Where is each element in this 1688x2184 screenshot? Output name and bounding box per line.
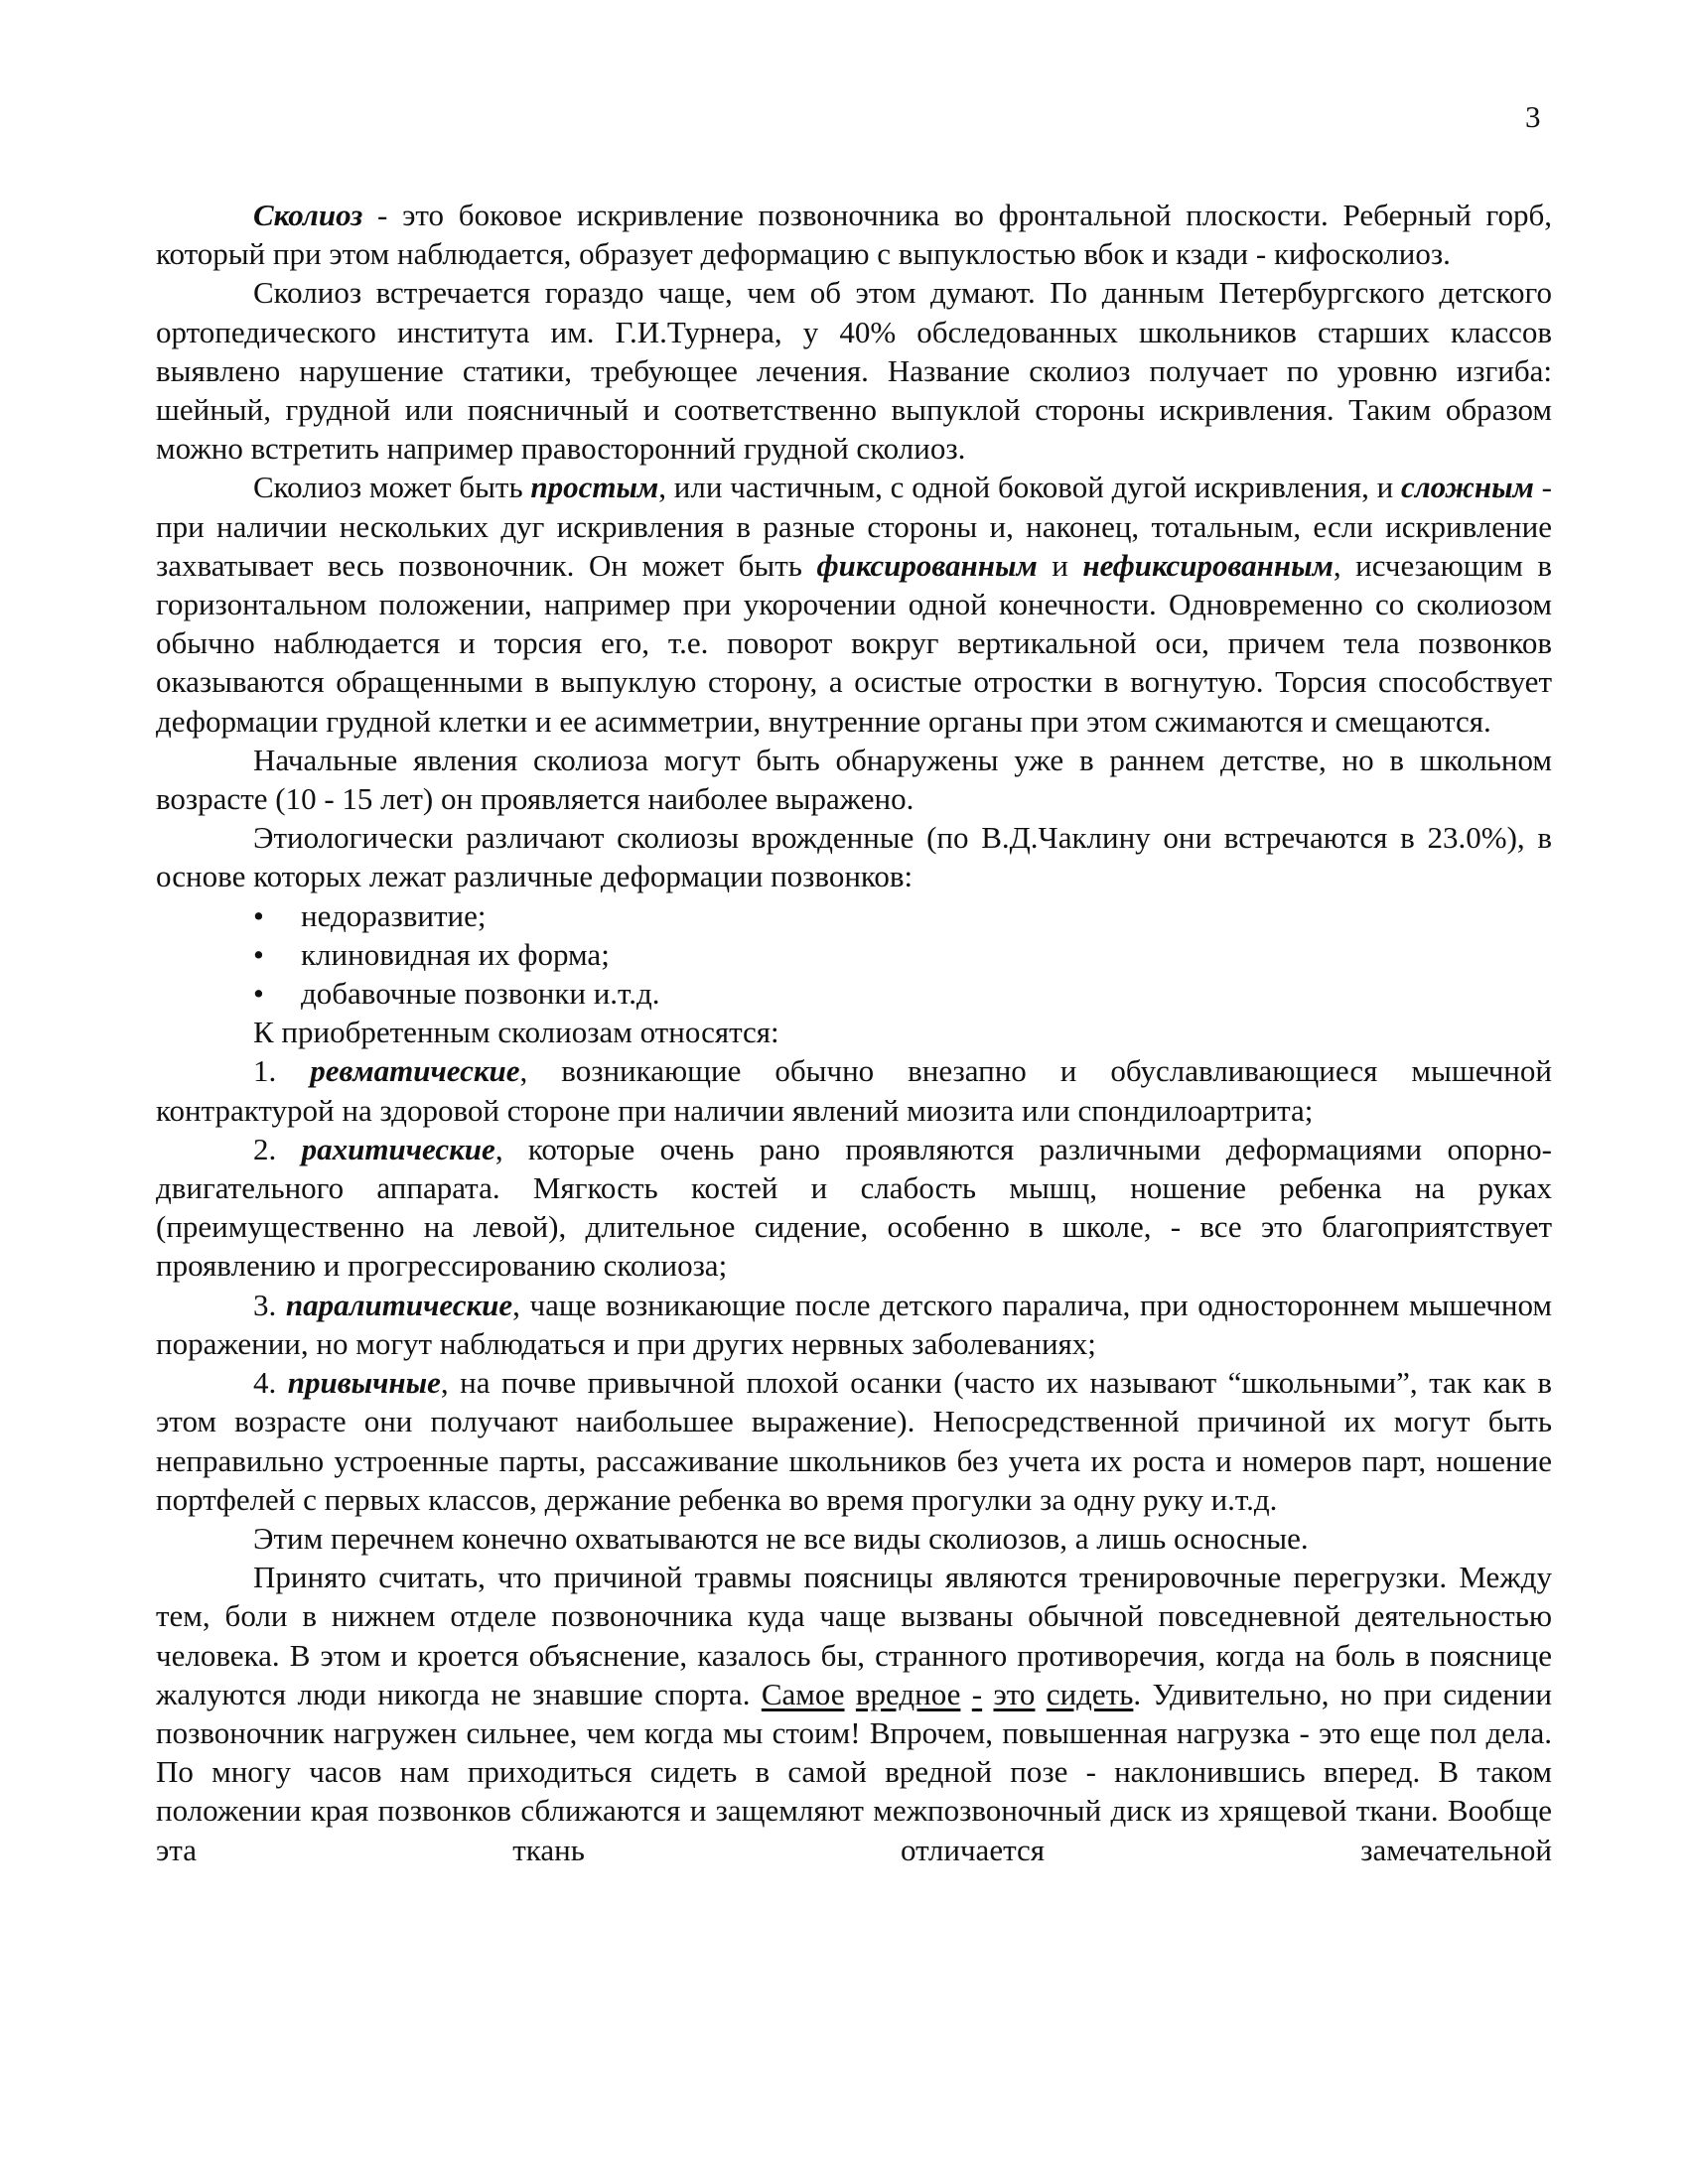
paragraph-etiology: Этиологически различают сколиозы врожденные (по В.Д.Чаклину они встречаются в 23.0%), в основе которых лежат различные деформации позвонков: bbox=[156, 820, 1552, 894]
paragraph-text: Принято считать, что причиной травмы поясницы являются тренировочные перегрузки. Между тем, боли в нижнем отделе позвоночника куда чаще вызваны обычной повседневной деятельностью человека. В этом и кроется объяснение, казалось бы, странного противоречия, когда на боль в пояснице жалуются люди никогда не знавшие спорта. bbox=[156, 1560, 1552, 1711]
underlined-word: это bbox=[993, 1676, 1036, 1711]
item-number: 1. bbox=[253, 1053, 311, 1089]
paragraph-acquired-intro: К приобретенным сколиозам относятся: bbox=[253, 1015, 779, 1050]
numbered-item-habitual bbox=[156, 1363, 1552, 1519]
bullet-icon: • bbox=[253, 897, 264, 933]
paragraph-text: , возникающие обычно внезапно и обуславливающиеся мышечной контрактурой на здоровой стороне при наличии явлений миозита или спондилоартрита; bbox=[156, 1053, 1552, 1128]
paragraph-text: Сколиоз может быть bbox=[253, 470, 531, 505]
paragraph-text: и bbox=[1037, 547, 1083, 583]
list-item bbox=[156, 974, 1552, 1013]
term-unfixed: нефиксированным bbox=[1082, 547, 1334, 583]
paragraph-prevalence: Сколиоз встречается гораздо чаще, чем об этом думают. По данным Петербургского детского ортопедического института им. Г.И.Турнера, у 40% обследованных школьников старших классов выявлено нарушение статики, требующее лечения. Название сколиоз получает по уровню изгиба: шейный, грудной или поясничный и соответственно выпуклой стороны искривления. Таким образом можно встретить например правосторонний грудной сколиоз. bbox=[156, 275, 1552, 467]
paragraph-onset: Начальные явления сколиоза могут быть обнаружены уже в раннем детстве, но в школьном возрасте (10 - 15 лет) он проявляется наиболее выражено. bbox=[156, 742, 1552, 817]
underlined-word: вредное bbox=[855, 1676, 961, 1711]
bullet-icon: • bbox=[253, 976, 264, 1012]
paragraph-text: , на почве привычной плохой осанки (часто их называют “школьными”, так как в этом возрасте они получают наибольшее выражение). Непосредственной причиной их могут быть неправильно устроенные парты, рассаживание школьников без учета их роста и номеров парт, ношение портфелей с первых классов, держание ребенка во время прогулки за одну руку и.т.д. bbox=[156, 1365, 1552, 1517]
paragraph-text: , исчезающим в горизонтальном положении, например при укорочении одной конечности. Одновременно со сколиозом обычно наблюдается и торсия его, т.е. поворот вокруг вертикальной оси, причем тела позвонков оказываются обращенными в выпуклую сторону, а осистые отростки в вогнутую. Торсия способствует деформации грудной клетки и ее асимметрии, внутренние органы при этом сжимаются и смещаются. bbox=[156, 547, 1552, 739]
item-number: 4. bbox=[253, 1365, 288, 1401]
numbered-item-rheumatic bbox=[156, 1051, 1552, 1129]
bullet-list-congenital bbox=[156, 896, 1552, 1014]
term-paralytic: паралитические bbox=[285, 1287, 513, 1322]
term-habitual: привычные bbox=[287, 1365, 441, 1401]
term-rachitic: рахитические bbox=[301, 1131, 495, 1166]
item-number: 2. bbox=[253, 1131, 302, 1166]
list-item-text: недоразвитие; bbox=[301, 897, 487, 933]
paragraph-text: - это боковое искривление позвоночника во фронтальной плоскости. Реберный горб, который при этом наблюдается, образует деформацию с выпуклостью вбок и кзади - кифосколиоз. bbox=[156, 198, 1552, 272]
bullet-icon: • bbox=[253, 936, 264, 972]
item-number: 3. bbox=[253, 1287, 286, 1322]
term-simple: простым bbox=[530, 470, 659, 505]
paragraph-summary: Этим перечнем конечно охватываются не все виды сколиозов, а лишь осносные. bbox=[253, 1520, 1309, 1556]
term-complex: сложным bbox=[1401, 470, 1534, 505]
numbered-item-rachitic bbox=[156, 1130, 1552, 1286]
underlined-word: сидеть bbox=[1046, 1676, 1134, 1711]
paragraph-text: , чаще возникающие после детского паралича, при одностороннем мышечном поражении, но могут наблюдаться и при других нервных заболеваниях; bbox=[156, 1287, 1553, 1361]
term-rheumatic: ревматические bbox=[310, 1053, 520, 1089]
list-item bbox=[156, 935, 1552, 974]
list-item bbox=[156, 896, 1552, 935]
document-body bbox=[156, 196, 1552, 1869]
page-number: 3 bbox=[1525, 99, 1541, 134]
paragraph-scoliosis-definition bbox=[156, 196, 1552, 273]
paragraph-text: , или частичным, с одной боковой дугой искривления, и bbox=[658, 470, 1402, 505]
underlined-word: Самое bbox=[761, 1676, 845, 1711]
paragraph-text: , которые очень рано проявляются различными деформациями опорно-двигательного аппарата. Мягкость костей и слабость мышц, ношение ребенка на руках (преимущественно на левой), длительное сидение, особенно в школе, - все это благоприятствует проявлению и прогрессированию сколиоза; bbox=[156, 1131, 1552, 1284]
paragraph-lower-back bbox=[156, 1558, 1552, 1869]
underlined-word: - bbox=[971, 1676, 983, 1711]
list-item-text: добавочные позвонки и.т.д. bbox=[301, 976, 660, 1012]
paragraph-types bbox=[156, 468, 1552, 740]
paragraph-text: - при наличии нескольких дуг искривления в разные стороны и, наконец, тотальным, если искривление захватывает весь позвоночник. Он может быть bbox=[156, 470, 1553, 583]
paragraph-text: . Удивительно, но при сидении позвоночник нагружен сильнее, чем когда мы стоим! Впрочем, повышенная нагрузка - это еще пол дела. По многу часов нам приходиться сидеть в самой вредной позе - наклонившись вперед. В таком положении края позвонков сближаются и защемляют межпозвоночный диск из хрящевой ткани. Вообще эта ткань отличается замечательной bbox=[156, 1676, 1553, 1867]
numbered-item-paralytic bbox=[156, 1286, 1552, 1363]
list-item-text: клиновидная их форма; bbox=[301, 936, 610, 972]
term-scoliosis: Сколиоз bbox=[253, 198, 363, 232]
term-fixed: фиксированным bbox=[816, 547, 1038, 583]
